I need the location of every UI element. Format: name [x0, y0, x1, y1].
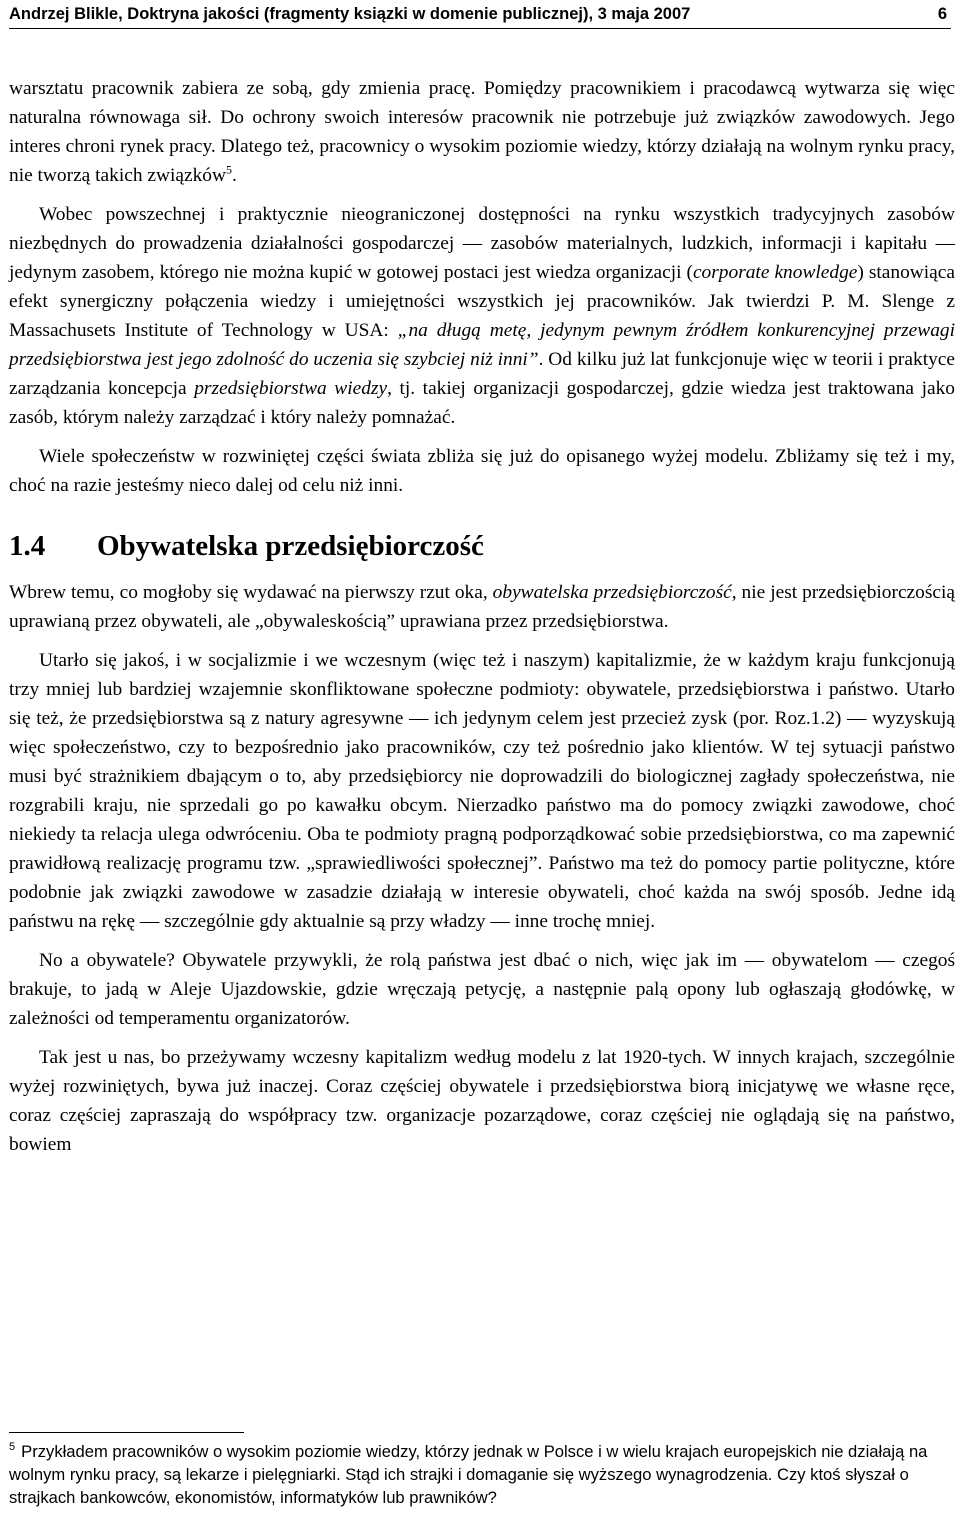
- paragraph-4: [9, 578, 955, 636]
- paragraph-2-text-c: . Od kilku już lat funkcjonuje więc w teorii i praktyce zarządzania koncepcja: [9, 349, 955, 399]
- paragraph-2-text-b: ) stanowiąca efekt synergiczny połączenia wiedzy i umiejętności wszystkich jej pracowników. Jak twierdzi P. M. Slenge z Massachusets Institute of Technology w USA:: [9, 262, 955, 341]
- paragraph-3: [9, 442, 955, 500]
- footnote-text: Przykładem pracowników o wysokim poziomie wiedzy, którzy jednak w Polsce i w wielu krajach europejskich nie działają na wolnym rynku pracy, są lekarze i pielęgniarki. Stąd ich strajki i domaganie się wyższego wynagrodzenia. Czy ktoś słyszał o strajkach bankowców, ekonomistów, informatyków lub prawników?: [9, 1442, 928, 1507]
- paragraph-6-text: No a obywatele? Obywatele przywykli, że rolą państwa jest dbać o nich, więc jak im — obywatelom — czegoś brakuje, to jadą w Aleje Ujazdowskie, gdzie wręczają petycję, a następnie palą opony lub ogłaszają głodówkę, w zależności od temperamentu organizatorów.: [9, 950, 955, 1029]
- paragraph-6: [9, 946, 955, 1033]
- section-title: Obywatelska przedsiębiorczość: [97, 530, 484, 562]
- main-text: [9, 74, 955, 1159]
- paragraph-4-text-a: Wbrew temu, co mogłoby się wydawać na pierwszy rzut oka,: [9, 582, 493, 603]
- paragraph-2-quote: „na długą metę, jedynym pewnym źródłem konkurencyjnej przewagi przedsiębiorstwa jest jego zdolność do uczenia się szybciej niż inni”: [9, 320, 955, 370]
- paragraph-2: [9, 200, 955, 432]
- paragraph-1-text: warsztatu pracownik zabiera ze sobą, gdy zmienia pracę. Pomiędzy pracownikiem i pracodawcą wytwarza się więc naturalna równowaga sił. Do ochrony swoich interesów pracownik nie potrzebuje już związków zawodowych. Jego interes chroni rynek pracy. Dlatego też, pracownicy o wysokim poziomie wiedzy, którzy działają na wolnym rynku pracy, nie tworzą takich związków: [9, 78, 955, 186]
- paragraph-3-text: Wiele społeczeństw w rozwiniętej części świata zbliża się już do opisanego wyżej modelu. Zbliżamy się też i my, choć na razie jesteśmy nieco dalej od celu niż inni.: [9, 446, 955, 496]
- footnote-mark: 5: [9, 1441, 16, 1454]
- paragraph-2-text-a: Wobec powszechnej i praktycznie nieograniczonej dostępności na rynku wszystkich tradycyjnych zasobów niezbędnych do prowadzenia działalności gospodarczej — zasobów materialnych, ludzkich, informacji i kapitału — jedynym zasobem, którego nie można kupić w gotowej postaci jest wiedza organizacji (: [9, 204, 955, 283]
- paragraph-2-emphasis-2: przedsiębiorstwa wiedzy: [194, 378, 388, 399]
- paragraph-1-tail: .: [231, 165, 237, 186]
- paragraph-2-emphasis-1: corporate knowledge: [692, 262, 858, 283]
- paragraph-5-text: Utarło się jakoś, i w socjalizmie i we wczesnym (więc też i naszym) kapitalizmie, że w każdym kraju funkcjonują trzy mniej lub bardziej wzajemnie skonfliktowane społeczne podmioty: obywatele, przedsiębiorstwa i państwo. Utarło się też, że przedsiębiorstwa są z natury agresywne — ich jedynym celem jest przecież zysk (por. Roz.1.2) — wyzyskują więc społeczeństwo, czy to bezpośrednio jako pracowników, czy też pośrednio jako klientów. W tej sytuacji państwo musi być strażnikiem dbającym o to, aby przedsiębiorcy nie doprowadzili do biologicznej zagłady społeczeństwa, nie rozgrabili kraju, nie sprzedali go po kawałku obcym. Nierzadko państwo ma do pomocy związki zawodowe, choć niekiedy ta relacja ulega odwróceniu. Oba te podmioty pragną podporządkować sobie przedsiębiorstwa, co ma zapewnić prawidłową realizację programu tzw. „sprawiedliwości społecznej”. Państwo ma też do pomocy partie polityczne, które podobnie jak związki zawodowe w zasadzie działają w interesie obywateli, choć każda na swój sposób. Jedne idą państwu na rękę — szczególnie gdy aktualnie są przy władzy — inne trochę mniej.: [9, 650, 955, 932]
- paragraph-7: [9, 1043, 955, 1159]
- footnote-divider: [9, 1432, 244, 1433]
- paragraph-4-text-b: , nie jest przedsiębiorczością uprawianą przez obywateli, ale „obywaleskością” uprawiana przez przedsiębiorstwa.: [9, 582, 955, 632]
- section-heading: [9, 526, 955, 578]
- footnote-ref-5: 5: [225, 162, 232, 177]
- paragraph-1: [9, 74, 955, 190]
- paragraph-2-text-d: , tj. takiej organizacji gospodarczej, gdzie wiedza jest traktowana jako zasób, którym należy zarządzać i który należy pomnażać.: [9, 378, 955, 428]
- paragraph-5: [9, 646, 955, 936]
- header-title: Andrzej Blikle, Doktryna jakości (fragmenty ksiązki w domenie publicznej), 3 maja 2007: [9, 5, 691, 23]
- paragraph-7-text: Tak jest u nas, bo przeżywamy wczesny kapitalizm według modelu z lat 1920-tych. W innych krajach, szczególnie wyżej rozwiniętych, bywa już inaczej. Coraz częściej obywatele i przedsiębiorstwa biorą inicjatywę we własne ręce, coraz częściej zapraszają do współpracy tzw. organizacje pozarządowe, coraz częściej nie oglądają się na państwo, bowiem: [9, 1047, 955, 1155]
- paragraph-4-emphasis: obywatelska przedsiębiorczość: [492, 582, 732, 603]
- page-number: 6: [937, 5, 947, 23]
- footnote: [9, 1440, 949, 1509]
- section-number: 1.4: [9, 530, 46, 562]
- page-header: [9, 2, 951, 29]
